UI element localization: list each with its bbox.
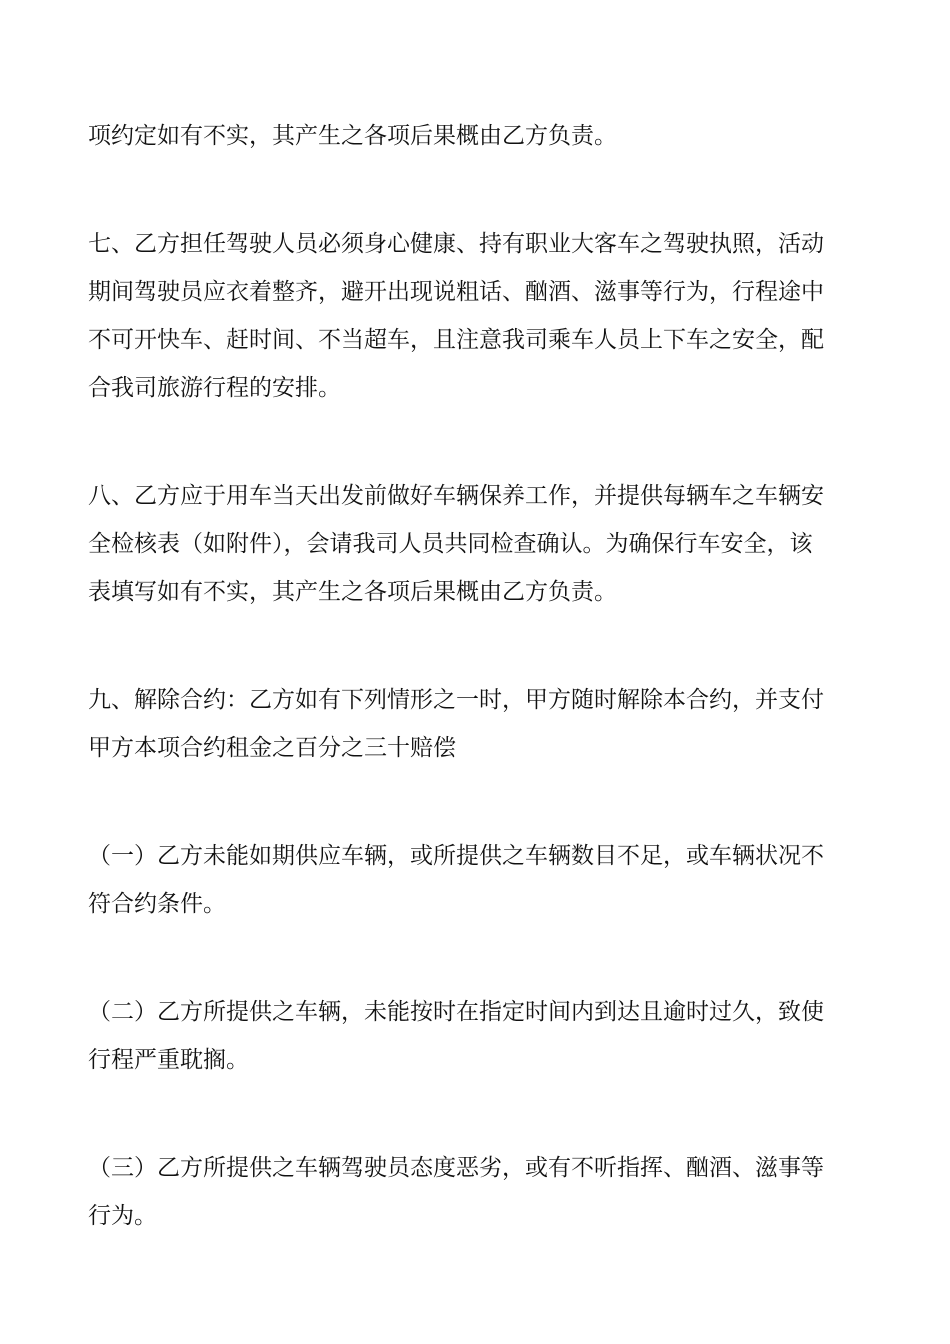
text-line: 行为。 — [88, 1203, 157, 1229]
paragraph-item-7 — [88, 220, 863, 412]
paragraph-spacer — [88, 928, 863, 988]
paragraph-item-9 — [88, 676, 863, 772]
paragraph-item-8 — [88, 472, 863, 616]
paragraph-item-9-2 — [88, 988, 863, 1084]
text-line: （三）乙方所提供之车辆驾驶员态度恶劣，或有不听指挥、酗酒、滋事等 — [88, 1155, 824, 1181]
text-line: 合我司旅游行程的安排。 — [88, 375, 341, 401]
text-line: （二）乙方所提供之车辆，未能按时在指定时间内到达且逾时过久，致使 — [88, 999, 824, 1025]
paragraph-spacer — [88, 772, 863, 832]
text-line: 七、乙方担任驾驶人员必须身心健康、持有职业大客车之驾驶执照，活动 — [88, 231, 824, 257]
paragraph-spacer — [88, 160, 863, 220]
paragraph-continuation — [88, 112, 863, 160]
text-line: 九、解除合约：乙方如有下列情形之一时，甲方随时解除本合约，并支付 — [88, 687, 824, 713]
text-line: 八、乙方应于用车当天出发前做好车辆保养工作，并提供每辆车之车辆安 — [88, 483, 824, 509]
text-line: 全检核表（如附件），会请我司人员共同检查确认。为确保行车安全，该 — [88, 531, 813, 557]
text-line: 期间驾驶员应衣着整齐，避开出现说粗话、酗酒、滋事等行为，行程途中 — [88, 279, 824, 305]
text-line: 甲方本项合约租金之百分之三十赔偿 — [88, 735, 456, 761]
text-line: 表填写如有不实，其产生之各项后果概由乙方负责。 — [88, 579, 617, 605]
text-line: （一）乙方未能如期供应车辆，或所提供之车辆数目不足，或车辆状况不 — [88, 843, 824, 869]
paragraph-spacer — [88, 1084, 863, 1144]
document-body — [88, 112, 863, 1240]
paragraph-item-9-1 — [88, 832, 863, 928]
paragraph-spacer — [88, 616, 863, 676]
paragraph-item-9-3 — [88, 1144, 863, 1240]
text-line: 符合约条件。 — [88, 891, 226, 917]
text-line: 行程严重耽搁。 — [88, 1047, 249, 1073]
text-line: 项约定如有不实，其产生之各项后果概由乙方负责。 — [88, 123, 617, 149]
text-line: 不可开快车、赶时间、不当超车，且注意我司乘车人员上下车之安全，配 — [88, 327, 824, 353]
paragraph-spacer — [88, 412, 863, 472]
